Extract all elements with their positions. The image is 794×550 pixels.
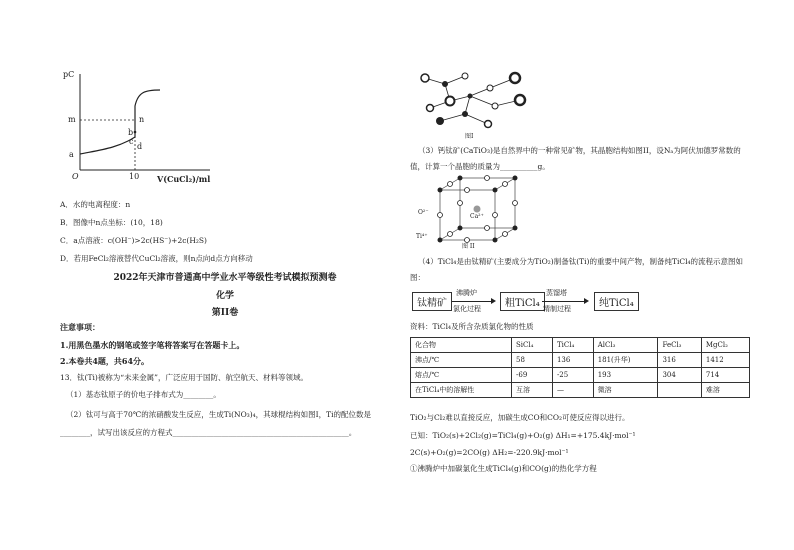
table-cell: 316 [658,353,701,368]
ca-ion-label: Ca²⁺ [470,213,484,220]
table-header-row [411,338,750,353]
titration-graph [60,62,230,187]
point-m-label: m [68,115,76,124]
point-a-label: a [69,150,74,159]
option-d: D．若用FeCl₂溶液替代CuCl₂溶液，则n点向d点方向移动 [60,254,253,263]
x-axis-label: V(CuCl₂)/ml [157,174,211,184]
flow-arrow1-bottom: 氯化过程 [453,305,481,313]
exam-title: 2022年天津市普通高中学业水平等级性考试模拟预测卷 [113,273,337,283]
table-cell: 714 [701,368,749,383]
notice-title: 注意事项： [60,322,100,332]
table-cell: 互溶 [512,383,553,398]
option-c: C．a点溶液：c(OH⁻)>2c(HS⁻)+2c(H₂S) [60,236,207,245]
table-cell: 难溶 [701,383,749,398]
table-cell: — [552,383,593,398]
table-cell: 304 [658,368,701,383]
question-13-1: （1）基态钛原子的价电子排布式为________。 [66,390,221,399]
o-ion-label: O²⁻ [418,209,429,216]
table-cell: AlCl₃ [593,338,658,353]
equation-1: 已知：TiO₂(s)+2Cl₂(g)=TiCl₄(g)+O₂(g) ΔH₁=+175.4kJ·mol⁻¹ [410,431,636,440]
table-cell: TiCl₄ [552,338,593,353]
flow-box-ore: 钛精矿 [412,292,452,311]
table-cell: -69 [512,368,553,383]
table-cell: 微溶 [593,383,658,398]
flow-box-crude: 粗TiCl₄ [500,292,545,311]
question-3: （3）钙钛矿(CaTiO₃)是自然界中的一种常见矿物，其晶胞结构如图II，设Nₐ为阿伏加德罗常数的值，计算一个晶胞的质量为__________g。 [410,146,741,171]
table-caption: 资料：TiCl₄及所含杂质氯化物的性质 [410,322,534,331]
figure-1-label: 图I [465,133,474,140]
equation-2: 2C(s)+O₂(g)=2CO(g) ΔH₂=-220.9kJ·mol⁻¹ [410,448,569,457]
question-4-1: ①沸腾炉中加碳氯化生成TiCl₄(g)和CO(g)的热化学方程 [410,464,597,473]
table-row [411,368,750,383]
point-d-label: d [137,142,143,151]
table-cell: 化合物 [411,338,512,353]
table-cell: 58 [512,353,553,368]
table-cell: -25 [552,368,593,383]
crystal-cell-figure [430,172,530,250]
y-axis-label: pC [63,70,75,79]
notice-1: 1.用黑色墨水的钢笔或签字笔将答案写在答题卡上。 [60,340,245,350]
flow-arrow2-bottom: 精制过程 [543,305,571,313]
x-tick-label: 10 [129,172,140,181]
table-cell: 在TiCl₄中的溶解性 [411,383,512,398]
origin-label: O [72,172,79,181]
flow-arrowhead-1 [491,298,496,304]
chloride-properties-table [410,337,750,398]
question-13-2: （2）钛可与高于70℃的浓硝酸发生反应，生成Ti(NO₃)₄，其球棍结构如图I，Ti的配位数是________，试写出该反应的方程式_______________________________________________。 [60,410,372,437]
table-cell: 181(升华) [593,353,658,368]
question-4: （4）TiCl₄是由钛精矿(主要成分为TiO₂)制备钛(Ti)的重要中间产物，制备纯TiCl₄的流程示意图如图： [410,257,744,282]
point-n-label: n [139,115,145,124]
ti-ion-label: Ti⁴⁺ [416,233,428,240]
figure-2-label: 图 II [462,243,475,250]
volume-title: 第II卷 [211,308,239,318]
table-row [411,353,750,368]
table-cell: 136 [552,353,593,368]
option-b: B．图像中n点坐标：(10，18) [60,218,163,227]
option-a: A．水的电离程度：n [60,200,131,209]
question-13: 13．钛(Ti)被称为“未来金属”，广泛应用于国防、航空航天、材料等领域。 [60,373,308,382]
subject-title: 化学 [215,291,234,301]
flow-arrow-2 [542,301,587,302]
flow-arrowhead-2 [584,298,589,304]
point-b-label: b [128,128,134,137]
table-cell: MgCl₂ [701,338,749,353]
flow-arrow2-top: 蒸馏塔 [546,289,567,297]
flow-arrow1-top: 沸腾炉 [456,289,477,297]
flow-arrow-1 [452,301,494,302]
table-row [411,383,750,398]
flow-box-pure: 纯TiCl₄ [594,292,639,311]
notice-2: 2.本卷共4题，共64分。 [60,356,150,366]
table-cell: 熔点/℃ [411,368,512,383]
table-cell [658,383,701,398]
table-cell: 沸点/℃ [411,353,512,368]
ball-stick-figure [410,66,540,134]
table-cell: SiCl₄ [512,338,553,353]
table-cell: 1412 [701,353,749,368]
point-c-label: c [129,137,134,146]
table-cell: FeCl₃ [658,338,701,353]
table-cell: 193 [593,368,658,383]
text-tio2-cl2: TiO₂与Cl₂难以直接反应，加碳生成CO和CO₂可使反应得以进行。 [410,413,630,422]
